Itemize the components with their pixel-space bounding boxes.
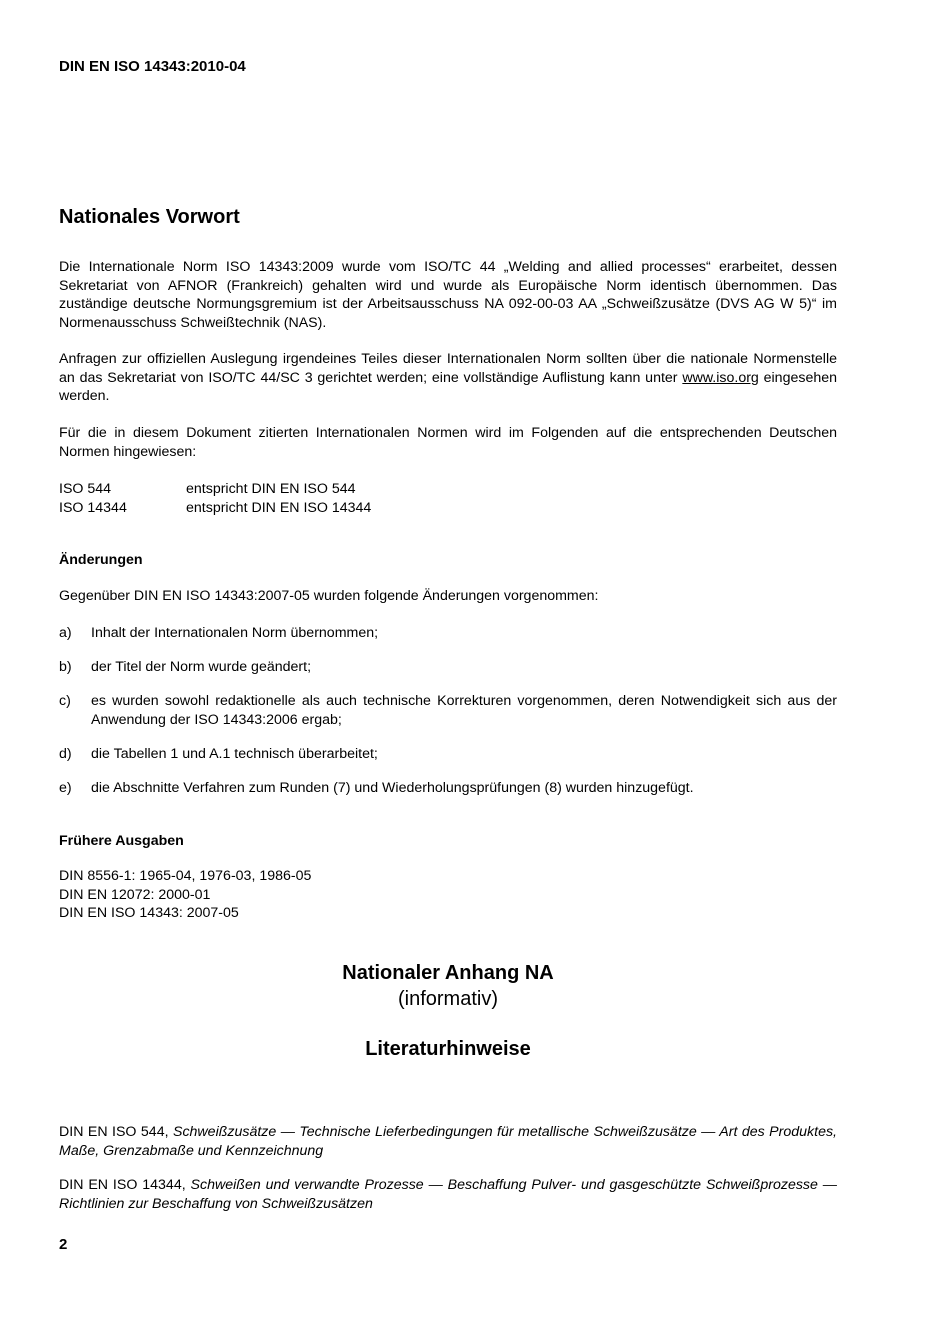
- edition-line: DIN EN ISO 14343: 2007-05: [59, 905, 239, 921]
- previous-editions-list: [59, 867, 311, 923]
- list-text: die Tabellen 1 und A.1 technisch überarbeitet;: [91, 745, 378, 762]
- reference-code: DIN EN ISO 14344,: [59, 1177, 191, 1193]
- list-marker: e): [59, 779, 72, 796]
- foreword-title: Nationales Vorwort: [59, 206, 240, 228]
- foreword-paragraph-1: [59, 258, 837, 332]
- list-text: Inhalt der Internationalen Norm übernommen;: [91, 625, 379, 641]
- din-equivalent: entspricht DIN EN ISO 544: [186, 481, 356, 497]
- correspondence-row: [59, 499, 371, 518]
- foreword-paragraph-2-text: Anfragen zur offiziellen Auslegung irgendeines Teiles dieser Internationalen Norm sollten über die nationale Normenstelle an das Sekretariat von ISO/TC 44/SC 3 gerichtet werden; eine vollständige Auflistung kann unter: [59, 351, 837, 386]
- edition-line: DIN EN 12072: 2000-01: [59, 886, 211, 903]
- page-number: 2: [59, 1236, 68, 1253]
- annex-subtitle: (informativ): [397, 988, 498, 1010]
- list-text: die Abschnitte Verfahren zum Runden (7) und Wiederholungsprüfungen (8) wurden hinzugefügt.: [91, 779, 694, 796]
- foreword-paragraph-1-text: Die Internationale Norm ISO 14343:2009 wurde vom ISO/TC 44 „Welding and allied processes“ erarbeitet, dessen Sekretariat von AFNOR (Frankreich) gehalten wird und wurde als Europäische Norm identisch übernommen. Das zuständige deutsche Normungsgremium ist der Arbeitsausschuss NA 092-00-03 AA „Schweißzusätze (DVS AG W 5)“ im Normenausschuss Schweißtechnik (NAS).: [59, 259, 837, 331]
- list-marker: b): [59, 659, 72, 675]
- iso-standard: ISO 14344: [59, 499, 127, 516]
- list-item: [59, 624, 837, 643]
- changes-list: [59, 624, 837, 813]
- reference-title: Schweißen und verwandte Prozesse — Beschaffung Pulver- und gasgeschützte Schweißprozesse — Richtlinien zur Beschaffung von Schweißzusätzen: [59, 1177, 837, 1212]
- annex-title: Nationaler Anhang NA: [342, 962, 554, 984]
- edition-line: DIN 8556-1: 1965-04, 1976-03, 1986-05: [59, 868, 312, 884]
- bibliography-title: Literaturhinweise: [365, 1038, 531, 1060]
- list-item: [59, 658, 837, 677]
- foreword-paragraph-2: [59, 350, 837, 406]
- list-text: es wurden sowohl redaktionelle als auch technische Korrekturen vorgenommen, deren Notwendigkeit sich aus der Anwendung der ISO 14343:2006 ergab;: [91, 693, 837, 728]
- standards-correspondence-table: [59, 480, 371, 517]
- foreword-paragraph-3-text: Für die in diesem Dokument zitierten Internationalen Normen wird im Folgenden auf die entsprechenden Deutschen Normen hingewiesen:: [59, 425, 837, 460]
- list-marker: d): [59, 745, 72, 762]
- din-equivalent: entspricht DIN EN ISO 14344: [186, 499, 372, 516]
- iso-standard: ISO 544: [59, 481, 112, 497]
- bibliography-entry: [59, 1176, 837, 1213]
- iso-website-link[interactable]: www.iso.org: [682, 369, 759, 386]
- list-text: der Titel der Norm wurde geändert;: [91, 659, 312, 675]
- reference-title: Schweißzusätze — Technische Lieferbedingungen für metallische Schweißzusätze — Art des Produktes, Maße, Grenzabmaße und Kennzeichnung: [59, 1124, 838, 1159]
- document-code-header: DIN EN ISO 14343:2010-04: [59, 58, 246, 75]
- list-item: [59, 779, 837, 798]
- list-item: [59, 745, 837, 764]
- list-marker: a): [59, 625, 72, 641]
- bibliography-entry: [59, 1123, 837, 1160]
- foreword-paragraph-3: [59, 424, 837, 461]
- changes-title: Änderungen: [59, 552, 143, 568]
- changes-intro: Gegenüber DIN EN ISO 14343:2007-05 wurden folgende Änderungen vorgenommen:: [59, 588, 599, 604]
- list-marker: c): [59, 693, 71, 709]
- foreword-paragraph-2-tail: eingesehen werden.: [59, 369, 838, 404]
- previous-editions-title: Frühere Ausgaben: [59, 833, 184, 849]
- list-item: [59, 692, 837, 729]
- correspondence-row: [59, 480, 371, 499]
- reference-code: DIN EN ISO 544,: [59, 1124, 173, 1140]
